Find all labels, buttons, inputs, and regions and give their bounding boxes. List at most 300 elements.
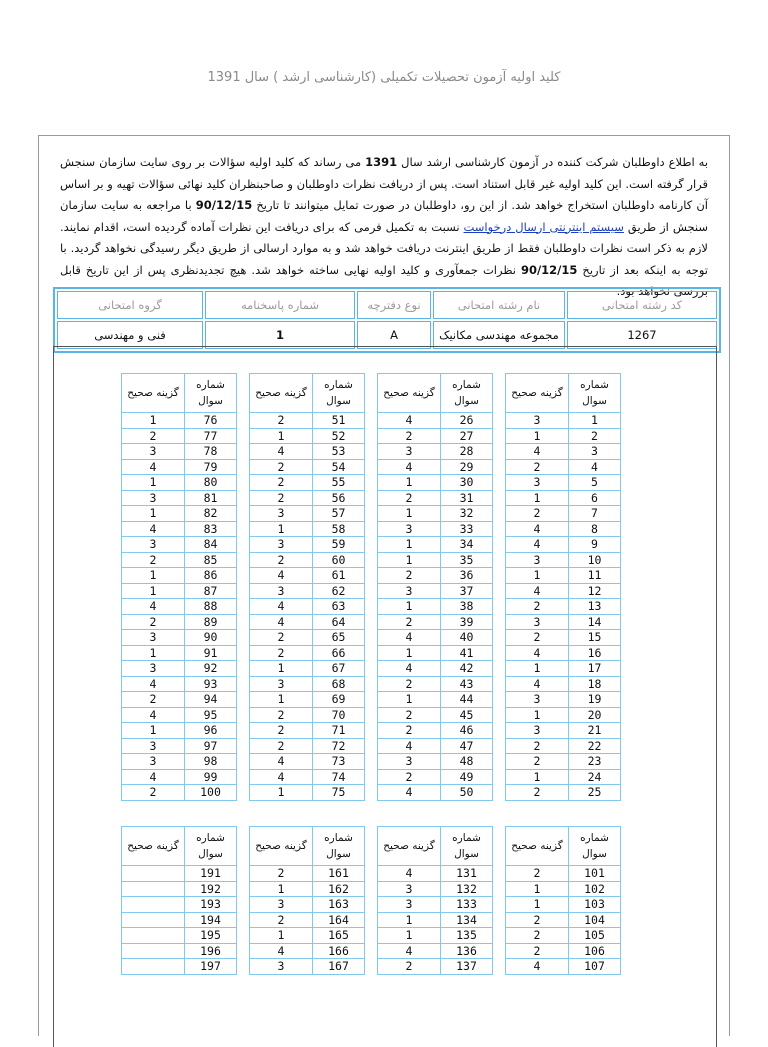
answer-row xyxy=(506,428,621,444)
correct-answer: 1 xyxy=(506,897,569,913)
correct-answer xyxy=(122,943,185,959)
answer-row xyxy=(250,599,365,615)
correct-answer: 3 xyxy=(378,881,441,897)
correct-answer: 4 xyxy=(378,661,441,677)
question-number: 25 xyxy=(569,785,621,801)
correct-answer xyxy=(122,959,185,975)
answer-row xyxy=(506,568,621,584)
correct-answer: 4 xyxy=(250,599,313,615)
intro-date-1: 90/12/15 xyxy=(195,198,253,212)
answer-row xyxy=(378,506,493,522)
question-number: 99 xyxy=(185,769,237,785)
correct-answer: 4 xyxy=(250,754,313,770)
correct-answer: 4 xyxy=(506,676,569,692)
answer-row xyxy=(506,444,621,460)
answer-row xyxy=(250,552,365,568)
correct-answer-header: گزینه صحیح xyxy=(378,374,441,413)
question-number: 44 xyxy=(441,692,493,708)
question-number: 50 xyxy=(441,785,493,801)
question-number: 163 xyxy=(313,897,365,913)
answer-row xyxy=(378,537,493,553)
question-number: 32 xyxy=(441,506,493,522)
correct-answer: 2 xyxy=(378,428,441,444)
value-answer-sheet: 1 xyxy=(205,321,355,349)
correct-answer: 3 xyxy=(506,475,569,491)
answer-row xyxy=(122,614,237,630)
answer-block-1 xyxy=(121,373,621,801)
exam-info-table xyxy=(53,287,721,353)
question-number: 52 xyxy=(313,428,365,444)
value-field-code: 1267 xyxy=(567,321,717,349)
question-number: 88 xyxy=(185,599,237,615)
answer-row xyxy=(378,475,493,491)
answer-row xyxy=(378,692,493,708)
question-number: 100 xyxy=(185,785,237,801)
answer-row xyxy=(378,959,493,975)
header-field-code: کد رشته امتحانی xyxy=(567,291,717,319)
correct-answer: 3 xyxy=(250,897,313,913)
correct-answer: 3 xyxy=(122,738,185,754)
question-number: 19 xyxy=(569,692,621,708)
correct-answer: 2 xyxy=(250,866,313,882)
correct-answer: 4 xyxy=(378,459,441,475)
question-number: 196 xyxy=(185,943,237,959)
correct-answer: 1 xyxy=(378,475,441,491)
correct-answer: 2 xyxy=(378,490,441,506)
question-number: 63 xyxy=(313,599,365,615)
correct-answer: 4 xyxy=(122,769,185,785)
correct-answer: 2 xyxy=(250,912,313,928)
correct-answer-header: گزینه صحیح xyxy=(122,827,185,866)
answer-row xyxy=(250,769,365,785)
answer-row xyxy=(122,707,237,723)
question-number: 9 xyxy=(569,537,621,553)
correct-answer: 1 xyxy=(378,552,441,568)
answer-row xyxy=(122,630,237,646)
question-number: 74 xyxy=(313,769,365,785)
answer-row xyxy=(122,552,237,568)
correct-answer: 4 xyxy=(250,769,313,785)
question-number: 102 xyxy=(569,881,621,897)
correct-answer: 2 xyxy=(506,459,569,475)
correct-answer: 2 xyxy=(378,769,441,785)
correct-answer: 3 xyxy=(506,723,569,739)
question-number: 85 xyxy=(185,552,237,568)
correct-answer: 4 xyxy=(378,413,441,429)
correct-answer: 2 xyxy=(250,552,313,568)
answer-table-header xyxy=(506,374,621,413)
answer-row xyxy=(378,661,493,677)
answer-row xyxy=(122,475,237,491)
answer-row xyxy=(250,897,365,913)
intro-text-1: به اطلاع داوطلبان شرکت کننده در آزمون کارشناسی ارشد سال xyxy=(401,155,709,169)
answer-row xyxy=(250,943,365,959)
answer-row xyxy=(122,928,237,944)
correct-answer: 4 xyxy=(122,676,185,692)
answer-row xyxy=(250,866,365,882)
answer-row xyxy=(506,537,621,553)
answer-row xyxy=(250,537,365,553)
answer-row xyxy=(122,943,237,959)
answer-row xyxy=(122,723,237,739)
question-number: 12 xyxy=(569,583,621,599)
value-booklet-type: A xyxy=(357,321,431,349)
correct-answer: 2 xyxy=(378,707,441,723)
answer-row xyxy=(506,552,621,568)
question-number: 55 xyxy=(313,475,365,491)
question-number: 92 xyxy=(185,661,237,677)
question-number: 73 xyxy=(313,754,365,770)
question-number-header: شماره سوال xyxy=(313,827,365,866)
question-number: 14 xyxy=(569,614,621,630)
question-number: 11 xyxy=(569,568,621,584)
correct-answer: 2 xyxy=(250,723,313,739)
value-exam-group: فنی و مهندسی xyxy=(57,321,203,349)
correct-answer: 1 xyxy=(250,928,313,944)
correct-answer: 2 xyxy=(506,630,569,646)
question-number: 76 xyxy=(185,413,237,429)
answer-row xyxy=(506,738,621,754)
answer-row xyxy=(122,769,237,785)
answer-row xyxy=(250,506,365,522)
answer-row xyxy=(122,785,237,801)
correct-answer: 1 xyxy=(506,707,569,723)
answer-row xyxy=(506,614,621,630)
answer-row xyxy=(506,866,621,882)
question-number: 80 xyxy=(185,475,237,491)
correct-answer: 2 xyxy=(250,738,313,754)
correct-answer: 4 xyxy=(378,630,441,646)
answer-row xyxy=(378,928,493,944)
answer-row xyxy=(378,723,493,739)
question-number: 54 xyxy=(313,459,365,475)
correct-answer xyxy=(122,881,185,897)
question-number: 66 xyxy=(313,645,365,661)
question-number: 34 xyxy=(441,537,493,553)
correct-answer: 2 xyxy=(250,630,313,646)
answer-row xyxy=(378,444,493,460)
correct-answer: 4 xyxy=(506,583,569,599)
correct-answer: 2 xyxy=(122,428,185,444)
correct-answer: 3 xyxy=(122,537,185,553)
answer-row xyxy=(506,506,621,522)
answer-row xyxy=(250,645,365,661)
answer-table-header xyxy=(378,827,493,866)
answer-row xyxy=(122,490,237,506)
intro-year: 1391 xyxy=(365,155,398,169)
question-number: 3 xyxy=(569,444,621,460)
correct-answer xyxy=(122,912,185,928)
correct-answer: 1 xyxy=(122,475,185,491)
answer-row xyxy=(122,738,237,754)
question-number: 97 xyxy=(185,738,237,754)
answer-row xyxy=(506,912,621,928)
correct-answer: 3 xyxy=(378,583,441,599)
question-number: 197 xyxy=(185,959,237,975)
answer-row xyxy=(122,881,237,897)
answer-row xyxy=(122,599,237,615)
intro-text-2: می رساند که کلید اولیه سؤالات بر روی سایت سازمان سنجش قرار گرفته است. این کلید اولیه غیر قابل استناد است. پس از دریافت نظرات داوطلبان و صاحبنظران کلید نهائی سؤالات تهیه و بر اساس آن کارنامه داوطلبان استخراج خواهد شد. از این رو، داوطلبان در صورت تمایل میتوانند تا تاریخ xyxy=(60,155,708,212)
question-number: 70 xyxy=(313,707,365,723)
question-number: 24 xyxy=(569,769,621,785)
correct-answer: 4 xyxy=(506,444,569,460)
value-field-name: مجموعه مهندسی مکانیک xyxy=(433,321,565,349)
correct-answer xyxy=(122,928,185,944)
question-number: 82 xyxy=(185,506,237,522)
answer-table-header xyxy=(250,374,365,413)
correct-answer: 1 xyxy=(506,490,569,506)
question-number: 65 xyxy=(313,630,365,646)
answer-row xyxy=(378,785,493,801)
intro-text-5: نظرات جمعآوری و کلید اولیه نهایی ساخته خواهد شد. هیچ تجدیدنظری پس از این تاریخ قابل بررسی نخواهد بود. xyxy=(60,262,708,298)
correct-answer: 1 xyxy=(378,912,441,928)
question-number: 86 xyxy=(185,568,237,584)
correct-answer: 2 xyxy=(506,866,569,882)
correct-answer: 4 xyxy=(506,521,569,537)
correct-answer: 2 xyxy=(250,459,313,475)
exam-info-header-row xyxy=(57,291,717,319)
header-field-name: نام رشته امتحانی xyxy=(433,291,565,319)
answer-table xyxy=(377,826,493,975)
question-number: 35 xyxy=(441,552,493,568)
correct-answer: 3 xyxy=(122,630,185,646)
answer-row xyxy=(378,428,493,444)
answer-row xyxy=(250,881,365,897)
answer-table xyxy=(249,373,365,801)
answer-row xyxy=(122,959,237,975)
question-number: 191 xyxy=(185,866,237,882)
correct-answer: 1 xyxy=(506,769,569,785)
answer-row xyxy=(378,769,493,785)
answer-table xyxy=(505,373,621,801)
answer-row xyxy=(250,583,365,599)
correct-answer-header: گزینه صحیح xyxy=(250,374,313,413)
correct-answer: 2 xyxy=(122,785,185,801)
question-number: 91 xyxy=(185,645,237,661)
answer-row xyxy=(122,692,237,708)
correct-answer-header: گزینه صحیح xyxy=(378,827,441,866)
correct-answer: 3 xyxy=(378,754,441,770)
answer-row xyxy=(378,614,493,630)
question-number: 33 xyxy=(441,521,493,537)
question-number: 161 xyxy=(313,866,365,882)
header-booklet-type: نوع دفترچه xyxy=(357,291,431,319)
answer-row xyxy=(506,459,621,475)
correct-answer: 1 xyxy=(506,661,569,677)
correct-answer: 3 xyxy=(250,959,313,975)
answer-row xyxy=(122,676,237,692)
question-number: 133 xyxy=(441,897,493,913)
question-number: 89 xyxy=(185,614,237,630)
answer-row xyxy=(250,614,365,630)
correct-answer-header: گزینه صحیح xyxy=(250,827,313,866)
correct-answer: 1 xyxy=(378,928,441,944)
answer-row xyxy=(378,676,493,692)
question-number: 94 xyxy=(185,692,237,708)
answer-row xyxy=(250,661,365,677)
exam-info-value-row xyxy=(57,321,717,349)
question-number: 59 xyxy=(313,537,365,553)
answer-table-header xyxy=(122,374,237,413)
correct-answer: 4 xyxy=(378,785,441,801)
correct-answer xyxy=(122,866,185,882)
answer-row xyxy=(506,928,621,944)
correct-answer: 2 xyxy=(378,568,441,584)
answer-row xyxy=(250,912,365,928)
question-number: 79 xyxy=(185,459,237,475)
correct-answer: 1 xyxy=(122,568,185,584)
answer-row xyxy=(378,754,493,770)
answer-row xyxy=(506,490,621,506)
question-number: 43 xyxy=(441,676,493,692)
correct-answer: 2 xyxy=(506,912,569,928)
correct-answer: 4 xyxy=(250,943,313,959)
question-number: 103 xyxy=(569,897,621,913)
correct-answer: 2 xyxy=(250,490,313,506)
question-number: 64 xyxy=(313,614,365,630)
answer-row xyxy=(378,645,493,661)
question-number: 67 xyxy=(313,661,365,677)
question-number: 132 xyxy=(441,881,493,897)
correct-answer: 4 xyxy=(378,866,441,882)
correct-answer: 3 xyxy=(378,521,441,537)
answer-row xyxy=(250,707,365,723)
correct-answer-header: گزینه صحیح xyxy=(506,827,569,866)
header-answer-sheet: شماره پاسخنامه xyxy=(205,291,355,319)
question-number: 4 xyxy=(569,459,621,475)
question-number: 30 xyxy=(441,475,493,491)
answer-row xyxy=(250,413,365,429)
question-number: 131 xyxy=(441,866,493,882)
answer-row xyxy=(250,521,365,537)
correct-answer: 4 xyxy=(250,444,313,460)
answer-row xyxy=(378,738,493,754)
question-number: 6 xyxy=(569,490,621,506)
correct-answer xyxy=(122,897,185,913)
question-number: 39 xyxy=(441,614,493,630)
correct-answer: 2 xyxy=(506,599,569,615)
correct-answer: 1 xyxy=(122,723,185,739)
question-number: 8 xyxy=(569,521,621,537)
question-number: 53 xyxy=(313,444,365,460)
question-number: 37 xyxy=(441,583,493,599)
question-number: 41 xyxy=(441,645,493,661)
correct-answer: 3 xyxy=(506,614,569,630)
answer-row xyxy=(122,583,237,599)
correct-answer-header: گزینه صحیح xyxy=(122,374,185,413)
correct-answer: 4 xyxy=(122,459,185,475)
correct-answer: 1 xyxy=(250,692,313,708)
answer-row xyxy=(506,692,621,708)
question-number: 192 xyxy=(185,881,237,897)
question-number-header: شماره سوال xyxy=(569,827,621,866)
question-number: 47 xyxy=(441,738,493,754)
question-number: 28 xyxy=(441,444,493,460)
request-system-link[interactable]: سیستم اینترنتی ارسال درخواست xyxy=(463,219,624,234)
question-number: 21 xyxy=(569,723,621,739)
correct-answer: 4 xyxy=(250,614,313,630)
answer-row xyxy=(506,769,621,785)
question-number: 84 xyxy=(185,537,237,553)
correct-answer: 2 xyxy=(378,676,441,692)
answer-table xyxy=(249,826,365,975)
question-number: 42 xyxy=(441,661,493,677)
intro-text-3: با مراجعه به سایت سازمان سنجش از طریق xyxy=(60,198,709,234)
answer-row xyxy=(250,785,365,801)
question-number: 104 xyxy=(569,912,621,928)
answer-row xyxy=(378,599,493,615)
answer-row xyxy=(506,943,621,959)
correct-answer: 2 xyxy=(378,723,441,739)
question-number: 162 xyxy=(313,881,365,897)
question-number: 38 xyxy=(441,599,493,615)
answer-row xyxy=(250,490,365,506)
answer-row xyxy=(506,754,621,770)
correct-answer-header: گزینه صحیح xyxy=(506,374,569,413)
question-number: 17 xyxy=(569,661,621,677)
question-number-header: شماره سوال xyxy=(441,827,493,866)
question-number: 26 xyxy=(441,413,493,429)
correct-answer: 1 xyxy=(250,428,313,444)
answer-row xyxy=(250,459,365,475)
correct-answer: 1 xyxy=(122,413,185,429)
correct-answer: 2 xyxy=(250,475,313,491)
question-number-header: شماره سوال xyxy=(313,374,365,413)
answer-row xyxy=(250,444,365,460)
answer-row xyxy=(378,552,493,568)
question-number: 22 xyxy=(569,738,621,754)
question-number-header: شماره سوال xyxy=(569,374,621,413)
correct-answer: 4 xyxy=(122,521,185,537)
question-number: 23 xyxy=(569,754,621,770)
correct-answer: 3 xyxy=(122,661,185,677)
question-number: 165 xyxy=(313,928,365,944)
question-number: 15 xyxy=(569,630,621,646)
answer-row xyxy=(506,475,621,491)
correct-answer: 1 xyxy=(378,645,441,661)
answer-row xyxy=(506,723,621,739)
intro-paragraph xyxy=(60,152,708,303)
correct-answer: 1 xyxy=(506,881,569,897)
answer-row xyxy=(506,897,621,913)
answer-row xyxy=(378,897,493,913)
correct-answer: 3 xyxy=(250,537,313,553)
question-number: 60 xyxy=(313,552,365,568)
correct-answer: 2 xyxy=(122,692,185,708)
question-number: 95 xyxy=(185,707,237,723)
correct-answer: 2 xyxy=(506,738,569,754)
correct-answer: 1 xyxy=(378,599,441,615)
answer-table-header xyxy=(506,827,621,866)
correct-answer: 2 xyxy=(506,943,569,959)
answer-row xyxy=(506,413,621,429)
question-number: 72 xyxy=(313,738,365,754)
answer-row xyxy=(378,568,493,584)
correct-answer: 2 xyxy=(506,785,569,801)
question-number: 137 xyxy=(441,959,493,975)
question-number: 167 xyxy=(313,959,365,975)
question-number: 105 xyxy=(569,928,621,944)
question-number: 106 xyxy=(569,943,621,959)
correct-answer: 3 xyxy=(122,754,185,770)
question-number: 13 xyxy=(569,599,621,615)
question-number: 96 xyxy=(185,723,237,739)
correct-answer: 4 xyxy=(250,568,313,584)
answer-row xyxy=(122,661,237,677)
answer-row xyxy=(250,568,365,584)
answer-row xyxy=(506,630,621,646)
answer-row xyxy=(378,583,493,599)
